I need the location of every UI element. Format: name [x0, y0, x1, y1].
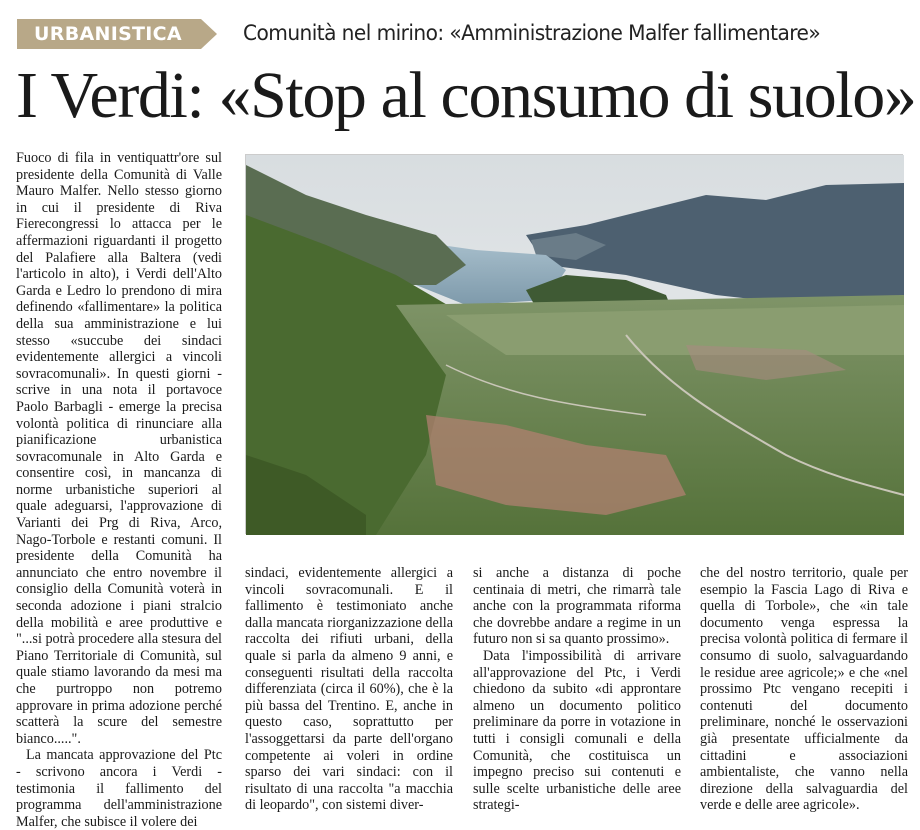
paragraph: Data l'impossibilità di arrivare all'approvazione del Ptc, i Verdi chiedono da subito «di approntare almeno un documento politico preliminare da porre in votazione in tutti i consigli comunali e della Comunità, che costituisca un impegno preciso sui contenuti e sulle scelte urbanistiche delle aree strategi-	[473, 647, 681, 814]
article-column-2	[245, 565, 453, 814]
article-headline: I Verdi: «Stop al consumo di suolo»	[16, 59, 916, 132]
paragraph: Fuoco di fila in ventiquattr'ore sul presidente della Comunità di Valle Mauro Malfer. Nello stesso giorno in cui il presidente di Riva Fierecongressi lo attacca per le affermazioni riguardanti il progetto del Palafiere alla Baltera (vedi l'articolo in alto), i Verdi dell'Alto Garda e Ledro lo prendono di mira definendo «fallimentare» la politica della sua amministrazione e lui stesso «succube dei sindaci evidentemente allergici a vincoli sovracomunali». In questi giorni - scrive in una nota il portavoce Paolo Barbagli - emerge la precisa volontà politica di rinunciare alla pianificazione urbanistica sovracomunale in Alto Garda e consentire così, in mancanza di norme urbanistiche superiori al quale adeguarsi, l'approvazione di Varianti dei Prg di Riva, Arco, Nago-Torbole e restanti comuni. Il presidente della Comunità ha annunciato che entro novembre il consiglio della Comunità voterà in seconda adozione i piani stralcio della mobilità e aree produttive e "...si potrà procedere alla stesura del Piano Territoriale di Comunità, sul quale stiamo lavorando da mesi ma che purtroppo non potremo approvare in prima adozione perché scatterà la scure del semestre bianco.....".	[16, 150, 222, 747]
photo-landscape-lake-valley-icon	[246, 155, 904, 535]
article-column-1	[16, 150, 222, 830]
article-column-3	[473, 565, 681, 814]
section-kicker	[17, 19, 217, 49]
paragraph: sindaci, evidentemente allergici a vincoli sovracomunali. E il fallimento è testimoniato anche dalla mancata riorganizzazione della raccolta dei rifiuti urbani, della quale si parla da almeno 9 anni, e conseguenti risultati della raccolta differenziata (circa il 60%), che è la più bassa del Trentino. E, anche in questo caso, soprattutto per l'assoggettarsi da parte dell'organo competente ai voleri in ordine sparso dei vari sindaci: con il risultato di una raccolta "a macchia di leopardo", con sistemi diver-	[245, 565, 453, 814]
article-column-4	[700, 565, 908, 814]
article-subhead: Comunità nel mirino: «Amministrazione Malfer fallimentare»	[243, 21, 821, 45]
paragraph: si anche a distanza di poche centinaia di metri, che rimarrà tale anche con la programmata riforma che dovrebbe andare a regime in un futuro non si sa quanto prossimo».	[473, 565, 681, 648]
paragraph: La mancata approvazione del Ptc - scrivono ancora i Verdi - testimonia il fallimento del programma dell'amministrazione Malfer, che subisce il volere dei	[16, 747, 222, 830]
section-label: URBANISTICA	[34, 23, 182, 45]
paragraph: che del nostro territorio, quale per esempio la Fascia Lago di Riva e quella di Torbole», che «in tale documento venga espressa la precisa volontà politica di fermare il consumo di suolo, salvaguardando le residue aree agricole;» e che «nel prossimo Ptc vengano recepiti i contenuti del documento preliminare, nonché le osservazioni già presentate ufficialmente da cittadini e associazioni ambientaliste, che vanno nella direzione della salvaguardia del verde e delle aree agricole».	[700, 565, 908, 814]
article-photo	[245, 154, 903, 534]
